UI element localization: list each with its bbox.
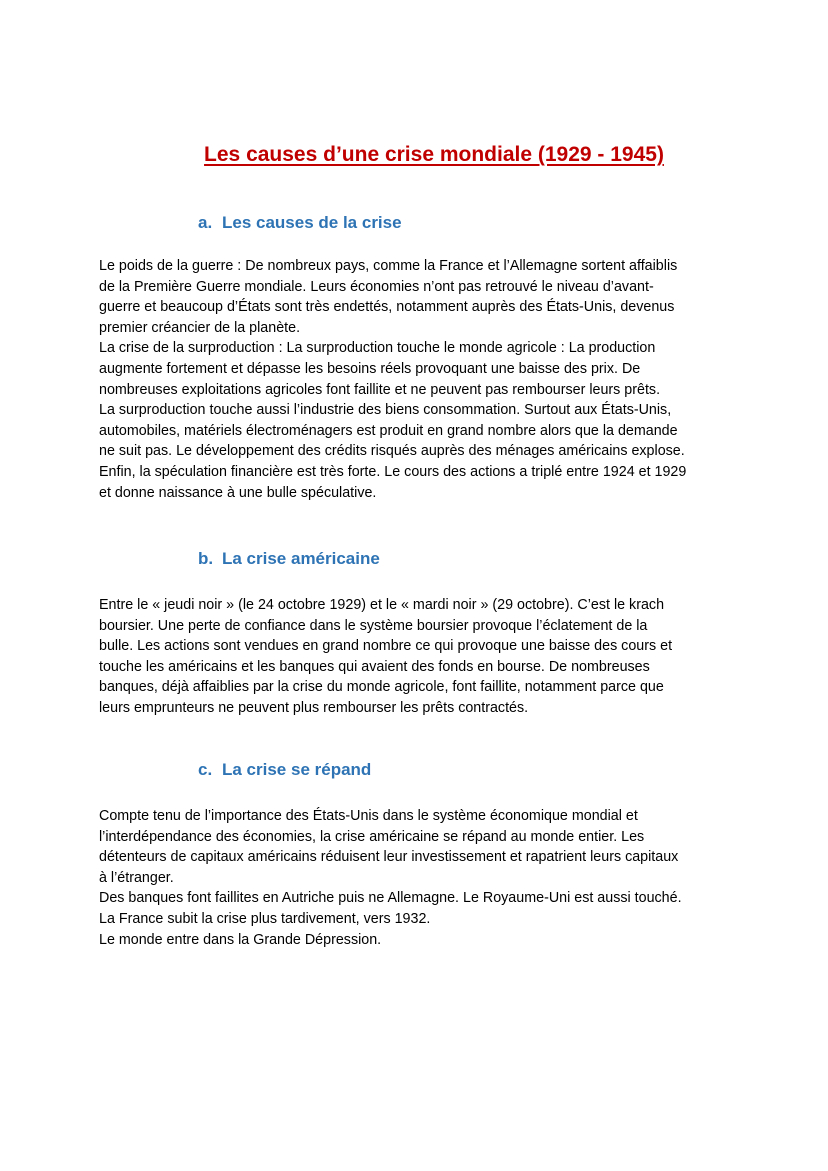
text-line: banques, déjà affaiblies par la crise du monde agricole, font faillite, notamment parce que <box>99 679 664 696</box>
text-line: détenteurs de capitaux américains réduisent leur investissement et rapatrient leurs capitaux <box>99 849 679 866</box>
text-line: nombreuses exploitations agricoles font faillite et ne peuvent pas rembourser leurs prêts. <box>99 381 661 398</box>
section-body-causes <box>99 256 739 503</box>
section-letter: c. <box>198 760 213 779</box>
text-line: Entre le « jeudi noir » (le 24 octobre 1929) et le « mardi noir » (29 octobre). C’est le krach <box>99 597 665 613</box>
text-line: La France subit la crise plus tardivement, vers 1932. <box>99 910 431 927</box>
section-body-spread <box>99 806 739 950</box>
text-line: et donne naissance à une bulle spéculative. <box>99 484 377 501</box>
text-line: leurs emprunteurs ne peuvent plus rembourser les prêts contractés. <box>99 699 529 716</box>
section-heading-spread <box>198 760 371 780</box>
text-line: à l’étranger. <box>99 869 174 886</box>
text-line: La crise de la surproduction : La surproduction touche le monde agricole : La production <box>99 340 656 357</box>
text-line: touche les américains et les banques qui avaient des fonds en bourse. De nombreuses <box>99 658 650 675</box>
section-heading-text: Les causes de la crise <box>222 213 402 232</box>
text-line: premier créancier de la planète. <box>99 319 301 336</box>
text-line: l’interdépendance des économies, la crise américaine se répand au monde entier. Les <box>99 828 645 845</box>
text-line: guerre et beaucoup d’États sont très endettés, notamment auprès des États-Unis, devenus <box>99 299 675 316</box>
section-heading-text: La crise se répand <box>222 760 372 779</box>
section-heading-causes <box>198 213 402 233</box>
text-line: Le poids de la guerre : De nombreux pays, comme la France et l’Allemagne sortent affaiblis <box>99 258 678 274</box>
text-line: bulle. Les actions sont vendues en grand nombre ce qui provoque une baisse des cours et <box>99 638 673 655</box>
section-letter: a. <box>198 213 213 232</box>
section-heading-text: La crise américaine <box>222 549 380 568</box>
text-line: de la Première Guerre mondiale. Leurs économies n’ont pas retrouvé le niveau d’avant- <box>99 278 654 295</box>
text-line: automobiles, matériels électroménagers est produit en grand nombre alors que la demande <box>99 422 678 439</box>
text-line: Enfin, la spéculation financière est très forte. Le cours des actions a triplé entre 1924 et 1929 <box>99 463 687 480</box>
section-heading-american-crisis <box>198 549 380 569</box>
text-line: augmente fortement et dépasse les besoins réels provoquant une baisse des prix. De <box>99 360 641 377</box>
text-line: boursier. Une perte de confiance dans le système boursier provoque l’éclatement de la <box>99 617 648 634</box>
section-body-american-crisis <box>99 595 739 719</box>
text-line: Des banques font faillites en Autriche puis ne Allemagne. Le Royaume-Uni est aussi touché. <box>99 890 682 907</box>
text-line: Compte tenu de l’importance des États-Unis dans le système économique mondial et <box>99 808 638 824</box>
text-line: Le monde entre dans la Grande Dépression. <box>99 931 382 948</box>
text-line: ne suit pas. Le développement des crédits risqués auprès des ménages américains explose. <box>99 443 685 460</box>
page-title: Les causes d’une crise mondiale (1929 - 1945) <box>204 143 664 166</box>
section-letter: b. <box>198 549 214 568</box>
text-line: La surproduction touche aussi l’industrie des biens consommation. Surtout aux États-Unis, <box>99 402 672 419</box>
